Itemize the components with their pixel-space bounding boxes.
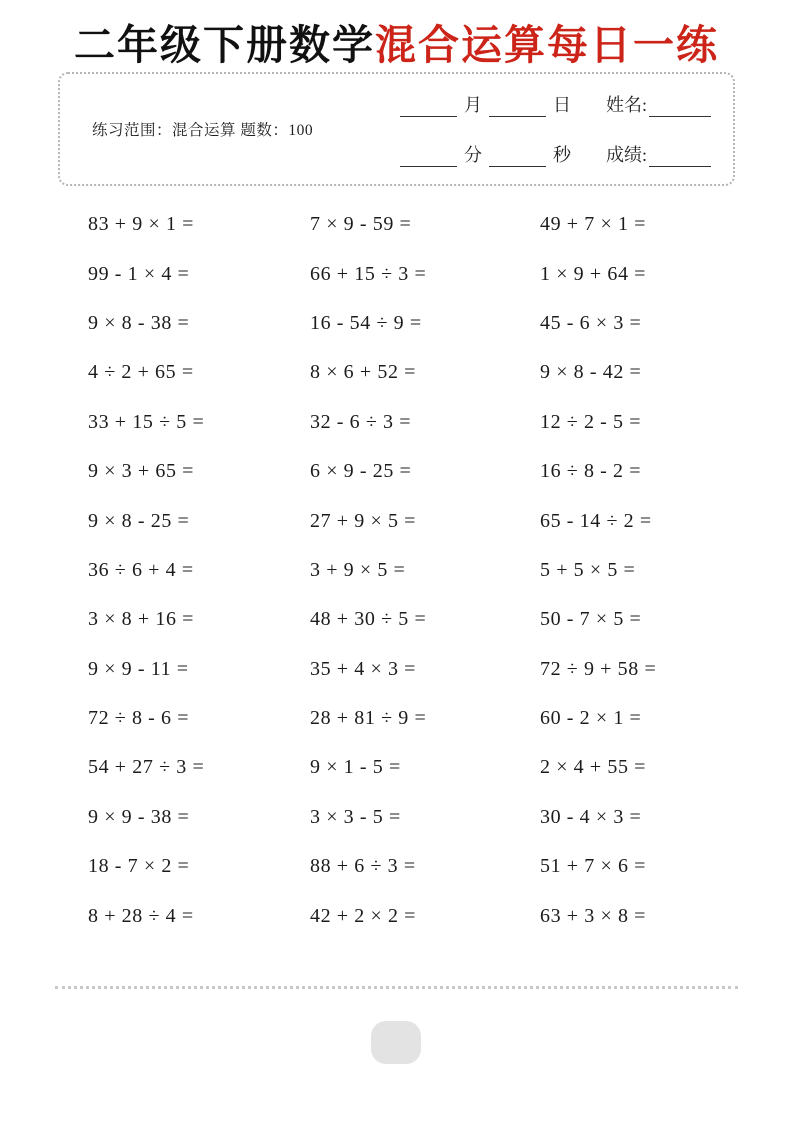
page-thumb-shape xyxy=(371,1021,421,1064)
math-problem: 16 ÷ 8 - 2 = xyxy=(540,460,642,483)
page-title-black: 二年级下册数学 xyxy=(74,22,375,68)
math-problem: 48 + 30 ÷ 5 = xyxy=(310,608,427,631)
math-problem: 9 × 1 - 5 = xyxy=(310,756,401,779)
score-label: 成绩: xyxy=(605,145,647,165)
math-problem: 8 + 28 ÷ 4 = xyxy=(88,904,194,927)
math-problem: 45 - 6 × 3 = xyxy=(540,311,642,334)
math-problem: 5 + 5 × 5 = xyxy=(540,558,636,581)
math-problem: 60 - 2 × 1 = xyxy=(540,707,642,730)
math-problem: 3 × 8 + 16 = xyxy=(88,608,195,631)
math-problem: 54 + 27 ÷ 3 = xyxy=(88,756,205,779)
minute-blank-line xyxy=(400,147,457,167)
name-blank-line xyxy=(649,97,711,117)
math-problem: 72 ÷ 9 + 58 = xyxy=(540,657,657,680)
practice-range-label: 练习范围：混合运算 题数：100 xyxy=(92,122,314,139)
math-problem: 12 ÷ 2 - 5 = xyxy=(540,410,642,433)
math-problem: 99 - 1 × 4 = xyxy=(88,262,190,285)
date-name-line xyxy=(400,91,711,117)
name-label: 姓名: xyxy=(605,95,647,115)
math-problem: 63 + 3 × 8 = xyxy=(540,904,647,927)
math-problem: 9 × 8 - 25 = xyxy=(88,509,190,532)
day-label: 日 xyxy=(552,95,571,115)
math-problem: 9 × 9 - 11 = xyxy=(88,657,189,680)
math-problem: 18 - 7 × 2 = xyxy=(88,855,190,878)
problems-grid xyxy=(88,200,765,941)
math-problem: 28 + 81 ÷ 9 = xyxy=(310,707,427,730)
math-problem: 33 + 15 ÷ 5 = xyxy=(88,410,205,433)
math-problem: 3 × 3 - 5 = xyxy=(310,805,401,828)
math-problem: 49 + 7 × 1 = xyxy=(540,213,647,236)
math-problem: 2 × 4 + 55 = xyxy=(540,756,647,779)
math-problem: 32 - 6 ÷ 3 = xyxy=(310,410,412,433)
math-problem: 8 × 6 + 52 = xyxy=(310,361,417,384)
math-problem: 30 - 4 × 3 = xyxy=(540,805,642,828)
math-problem: 6 × 9 - 25 = xyxy=(310,460,412,483)
second-label: 秒 xyxy=(552,145,571,165)
math-problem: 35 + 4 × 3 = xyxy=(310,657,417,680)
math-problem: 50 - 7 × 5 = xyxy=(540,608,642,631)
minute-label: 分 xyxy=(463,145,482,165)
bottom-dotted-divider xyxy=(55,986,738,989)
month-blank-line xyxy=(400,97,457,117)
math-problem: 36 ÷ 6 + 4 = xyxy=(88,558,194,581)
score-blank-line xyxy=(649,147,711,167)
math-problem: 1 × 9 + 64 = xyxy=(540,262,647,285)
math-problem: 9 × 3 + 65 = xyxy=(88,460,195,483)
fill-in-area xyxy=(400,74,711,184)
math-problem: 88 + 6 ÷ 3 = xyxy=(310,855,416,878)
math-problem: 42 + 2 × 2 = xyxy=(310,904,417,927)
math-problem: 4 ÷ 2 + 65 = xyxy=(88,361,194,384)
page-title xyxy=(0,12,793,71)
practice-info-box xyxy=(58,72,735,186)
time-score-line xyxy=(400,141,711,167)
math-problem: 27 + 9 × 5 = xyxy=(310,509,417,532)
math-problem: 7 × 9 - 59 = xyxy=(310,213,412,236)
math-problem: 83 + 9 × 1 = xyxy=(88,213,195,236)
math-problem: 9 × 9 - 38 = xyxy=(88,805,190,828)
math-problem: 65 - 14 ÷ 2 = xyxy=(540,509,652,532)
math-problem: 9 × 8 - 38 = xyxy=(88,311,190,334)
math-problem: 51 + 7 × 6 = xyxy=(540,855,647,878)
math-problem: 72 ÷ 8 - 6 = xyxy=(88,707,190,730)
day-blank-line xyxy=(489,97,546,117)
second-blank-line xyxy=(489,147,546,167)
math-problem: 16 - 54 ÷ 9 = xyxy=(310,311,422,334)
math-problem: 3 + 9 × 5 = xyxy=(310,558,406,581)
math-problem: 9 × 8 - 42 = xyxy=(540,361,642,384)
math-problem: 66 + 15 ÷ 3 = xyxy=(310,262,427,285)
month-label: 月 xyxy=(463,95,482,115)
page-title-red: 混合运算每日一练 xyxy=(375,22,719,68)
